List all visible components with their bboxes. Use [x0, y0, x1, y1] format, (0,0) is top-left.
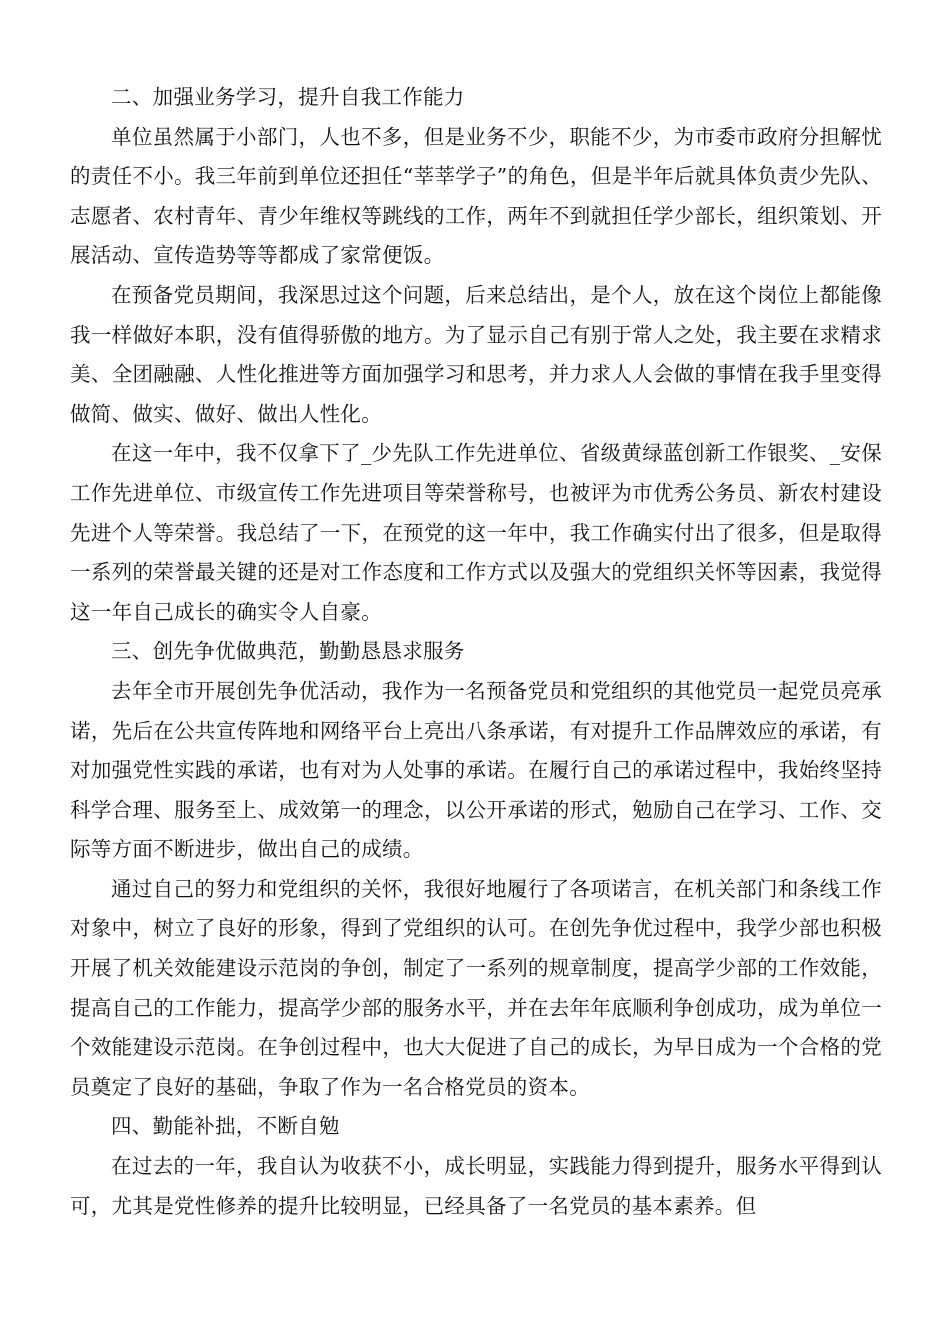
paragraph: 去年全市开展创先争优活动，我作为一名预备党员和党组织的其他党员一起党员亮承诺，先后在公共宣传阵地和网络平台上亮出八条承诺，有对提升工作品牌效应的承诺，有对加强党性实践的承诺，也有对为人处事的承诺。在履行自己的承诺过程中，我始终坚持科学合理、服务至上、成效第一的理念，以公开承诺的形式，勉励自己在学习、工作、交际等方面不断进步，做出自己的成绩。	[70, 678, 882, 862]
section-heading-4: 四、勤能补拙，不断自勉	[111, 1114, 340, 1139]
document-page	[70, 78, 882, 1226]
paragraph: 在过去的一年，我自认为收获不小，成长明显，实践能力得到提升，服务水平得到认可，尤其是党性修养的提升比较明显，已经具备了一名党员的基本素养。但	[70, 1154, 882, 1218]
paragraph: 单位虽然属于小部门，人也不多，但是业务不少，职能不少，为市委市政府分担解忧的责任不小。我三年前到单位还担任“莘莘学子”的角色，但是半年后就具体负责少先队、志愿者、农村青年、青少年维权等跳线的工作，两年不到就担任学少部长，组织策划、开展活动、宣传造势等等都成了家常便饭。	[70, 124, 882, 268]
paragraph: 在预备党员期间，我深思过这个问题，后来总结出，是个人，放在这个岗位上都能像我一样做好本职，没有值得骄傲的地方。为了显示自己有别于常人之处，我主要在求精求美、全团融融、人性化推进等方面加强学习和思考，并力求人人会做的事情在我手里变得做简、做实、做好、做出人性化。	[70, 282, 882, 426]
section-heading-3: 三、创先争优做典范，勤勤恳恳求服务	[111, 639, 465, 664]
section-heading-2: 二、加强业务学习，提升自我工作能力	[111, 85, 465, 109]
paragraph: 通过自己的努力和党组织的关怀，我很好地履行了各项诺言，在机关部门和条线工作对象中，树立了良好的形象，得到了党组织的认可。在创先争优过程中，我学少部也积极开展了机关效能建设示范岗的争创，制定了一系列的规章制度，提高学少部的工作效能，提高自己的工作能力，提高学少部的服务水平，并在去年年底顺利争创成功，成为单位一个效能建设示范岗。在争创过程中，也大大促进了自己的成长，为早日成为一个合格的党员奠定了良好的基础，争取了作为一名合格党员的资本。	[70, 876, 882, 1099]
paragraph: 在这一年中，我不仅拿下了_少先队工作先进单位、省级黄绿蓝创新工作银奖、_安保工作先进单位、市级宣传工作先进项目等荣誉称号，也被评为市优秀公务员、新农村建设先进个人等荣誉。我总结了一下，在预党的这一年中，我工作确实付出了很多，但是取得一系列的荣誉最关键的还是对工作态度和工作方式以及强大的党组织关怀等因素，我觉得这一年自己成长的确实令人自豪。	[70, 441, 882, 624]
